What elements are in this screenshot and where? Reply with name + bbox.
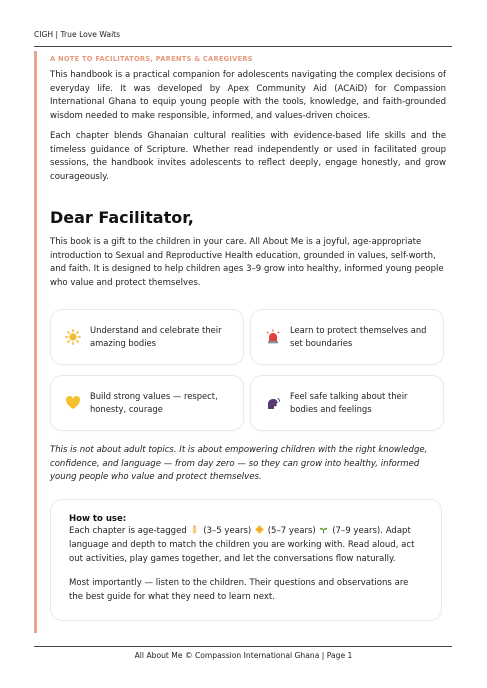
- footer-rule: [34, 646, 452, 647]
- baby-bottle-icon: [190, 525, 199, 540]
- benefit-cards: [50, 309, 446, 431]
- sun-icon: [64, 328, 82, 346]
- benefit-text: Feel safe talking about their bodies and feelings: [290, 391, 408, 414]
- benefit-card: [50, 309, 244, 365]
- body-paragraph: This book is a gift to the children in your care. All About Me is a joyful, age-appropriate introduction to Sexual and Reproductive Health education, grounded in values, self-worth, and faith. It is designed to help children ages 3–9 grow into healthy, informed young people who value and protect themselves.: [50, 237, 444, 288]
- alarm-light-icon: [264, 328, 282, 346]
- blossom-icon: [255, 525, 264, 540]
- emphasis-paragraph: This is not about adult topics. It is about empowering children with the right knowledge, confidence, and language — from day zero — so they can grow into healthy, informed young people who value and protect themselves.: [50, 445, 428, 482]
- section-heading: Dear Facilitator,: [50, 208, 194, 227]
- seedling-icon: [319, 525, 328, 540]
- accent-rule: [34, 51, 37, 633]
- page-content: [50, 55, 446, 621]
- benefit-text: Understand and celebrate their amazing bodies: [90, 325, 222, 348]
- benefit-card: [50, 375, 244, 431]
- intro-paragraph: This handbook is a practical companion for adolescents navigating the complex decisions of everyday life. It was developed by Apex Community Aid (ACAiD) for Compassion International Ghana to equip young people with the tools, knowledge, and faith-grounded wisdom needed to make responsible, informed, and values-driven choices.: [50, 70, 446, 121]
- how-to-use-text: Each chapter is age-tagged: [69, 525, 187, 536]
- intro-paragraph: Each chapter blends Ghanaian cultural realities with evidence-based life skills and the timeless guidance of Scripture. Whether read independently or used in facilitated group sessions, the handbook invites adolescents to reflect deeply, engage honestly, and grow courageously.: [50, 131, 446, 182]
- how-to-use-paragraph: Most importantly — listen to the children. Their questions and observations are the best guide for what they need to learn next.: [69, 578, 409, 602]
- how-to-use-box: [50, 499, 442, 622]
- benefit-text: Build strong values — respect, honesty, courage: [90, 391, 218, 414]
- age-tag-text: (5–7 years): [267, 525, 316, 536]
- benefit-card: [250, 375, 444, 431]
- age-tag-text: (7–9 years). Adapt language and depth to match the children you are working with. Read aloud, act out activities, play games together, and let the conversations flow naturally.: [69, 525, 415, 564]
- age-tag-text: (3–5 years): [203, 525, 252, 536]
- page-header: CIGH | True Love Waits: [34, 30, 452, 47]
- heart-icon: [64, 394, 82, 412]
- page-footer: All About Me © Compassion International Ghana | Page 1: [134, 651, 353, 660]
- how-to-use-title: How to use:: [69, 513, 127, 524]
- benefit-card: [250, 309, 444, 365]
- benefit-text: Learn to protect themselves and set boundaries: [290, 325, 427, 348]
- note-title: A NOTE TO FACILITATORS, PARENTS & CAREGIVERS: [50, 55, 253, 63]
- how-to-use-paragraph: [69, 525, 423, 567]
- speaking-head-icon: [264, 394, 282, 412]
